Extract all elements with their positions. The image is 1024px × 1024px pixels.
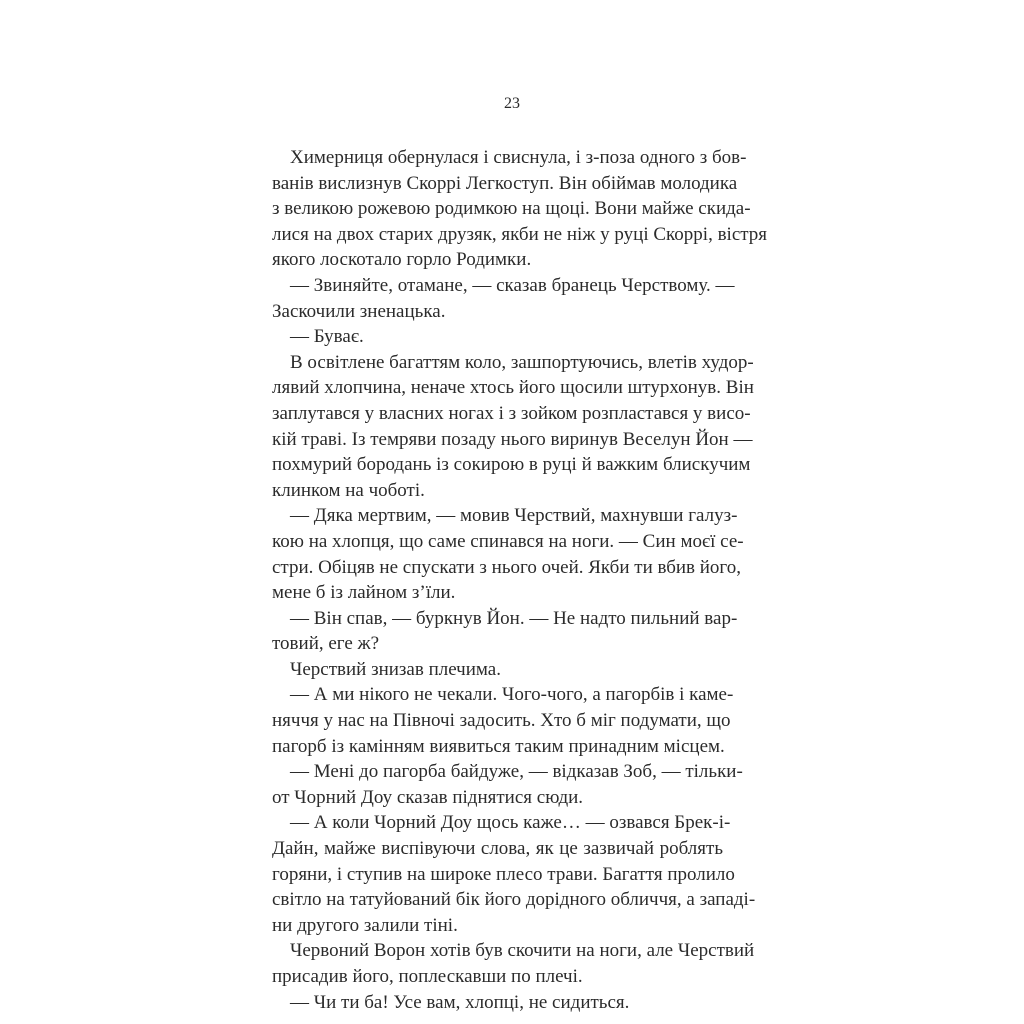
text-line: — Буває. — [290, 326, 364, 348]
text-line: няччя у нас на Півночі задосить. Хто б міг подумати, що — [272, 710, 731, 732]
text-line: ни другого залили тіні. — [272, 914, 458, 936]
text-line: пагорб із камінням виявиться таким принадним місцем. — [272, 735, 725, 757]
text-line: — А коли Чорний Доу щось каже… — озвався Брек-і- — [290, 812, 731, 834]
text-line: Червоний Ворон хотів був скочити на ноги, але Черствий — [290, 940, 755, 962]
text-line: заплутався у власних ногах і з зойком розпластався у висо- — [272, 402, 751, 424]
text-line: світло на татуйований бік його дорідного обличчя, а западі- — [272, 889, 756, 911]
text-line: мене б із лайном з’їли. — [272, 582, 456, 604]
text-line: похмурий бородань із сокирою в руці й важким блискучим — [272, 454, 751, 476]
text-line: стри. Обіцяв не спускати з нього очей. Якби ти вбив його, — [272, 556, 741, 578]
text-line: клинком на чоботі. — [272, 479, 425, 501]
text-line: — Чи ти ба! Усе вам, хлопці, не сидиться. — [290, 991, 630, 1013]
body-text — [272, 145, 768, 1015]
text-line: Дайн, майже виспівуючи слова, як це зазвичай роблять — [272, 838, 723, 860]
text-line: Черствий знизав плечима. — [290, 658, 501, 680]
text-line: кій траві. Із темряви позаду нього виринув Веселун Йон — — [272, 428, 753, 450]
text-line: — А ми нікого не чекали. Чого-чого, а пагорбів і каме- — [290, 684, 734, 706]
text-line: от Чорний Доу сказав піднятися сюди. — [272, 786, 584, 808]
text-line: — Дяка мертвим, — мовив Черствий, махнувши галуз- — [290, 505, 738, 527]
text-line: з великою рожевою родимкою на щоці. Вони майже скида- — [272, 198, 751, 220]
text-line: — Мені до пагорба байдуже, — відказав Зоб, — тільки- — [290, 761, 743, 783]
text-line: присадив його, поплескавши по плечі. — [272, 966, 583, 987]
text-line: Химерниця обернулася і свиснула, і з-поза одного з бов- — [290, 147, 747, 168]
text-line: горяни, і ступив на широке плесо трави. Багаття пролило — [272, 863, 735, 885]
text-line: лявий хлопчина, неначе хтось його щосили штурхонув. Він — [272, 377, 754, 399]
text-line: — Він спав, — буркнув Йон. — Не надто пильний вар- — [290, 607, 738, 629]
text-line: ванів вислизнув Скоррі Легкоступ. Він обіймав молодика — [272, 172, 738, 194]
text-line: якого лоскотало горло Родимки. — [272, 249, 532, 271]
text-line: товий, еге ж? — [272, 633, 380, 655]
text-line: Заскочили зненацька. — [272, 300, 446, 322]
text-line: лися на двох старих друзяк, якби не ніж у руці Скоррі, вістря — [272, 223, 768, 245]
page-number: 23 — [504, 95, 520, 112]
text-line: кою на хлопця, що саме спинався на ноги. — Син моєї се- — [272, 530, 744, 552]
text-line: — Звиняйте, отамане, — сказав бранець Черствому. — — [290, 274, 735, 296]
text-line: В освітлене багаттям коло, зашпортуючись, влетів худор- — [290, 351, 754, 373]
